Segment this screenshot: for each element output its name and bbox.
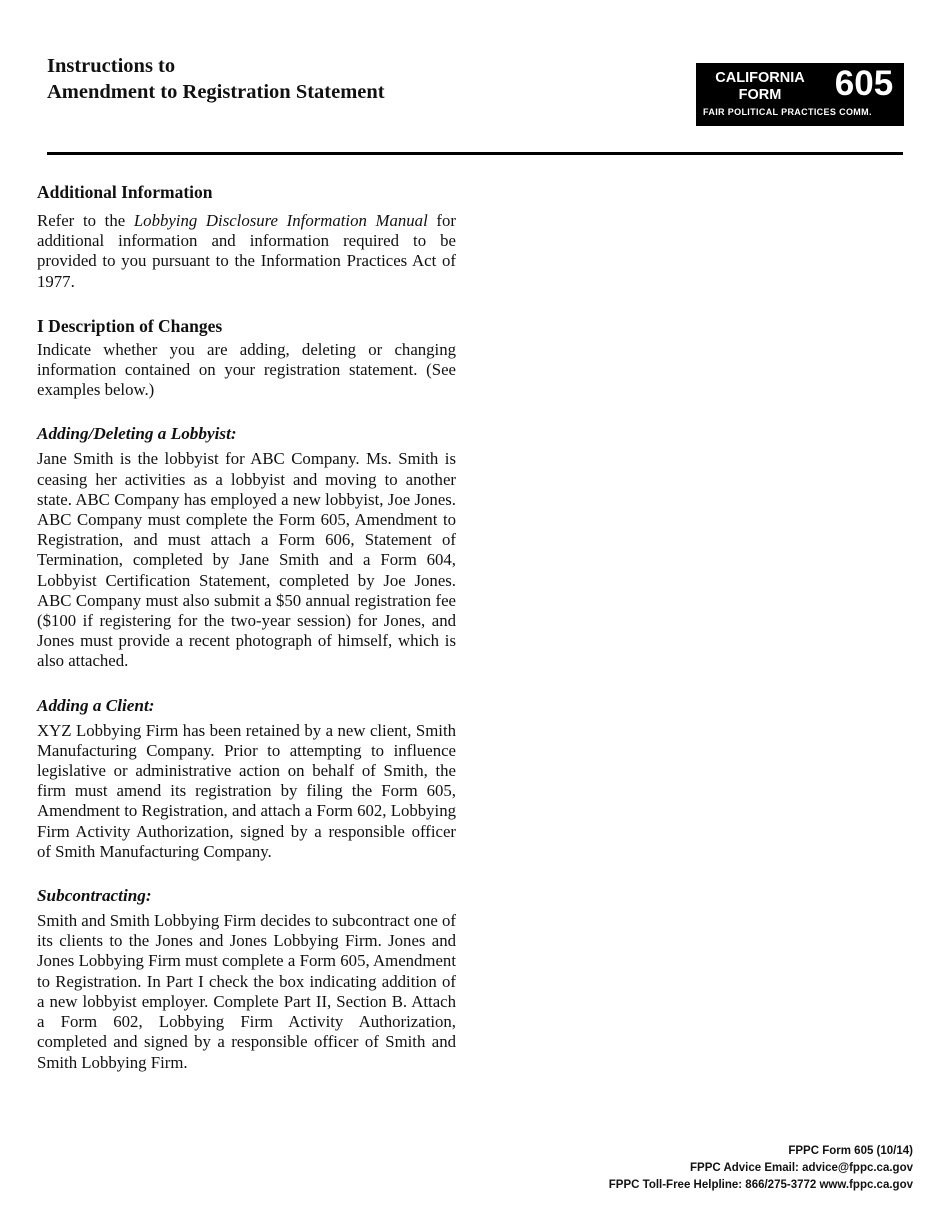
badge-state-label	[696, 70, 824, 104]
footer-form-id: FPPC Form 605 (10/14)	[788, 1145, 913, 1157]
instructions-column	[37, 181, 456, 1096]
document-title	[47, 53, 385, 105]
badge-state-line-2: FORM	[738, 87, 782, 103]
badge-state-line-1: CALIFORNIA	[715, 70, 805, 86]
example-heading: Adding/Deleting a Lobbyist:	[37, 424, 237, 444]
manual-title: Lobbying Disclosure Information Manual	[133, 211, 428, 230]
title-line-1: Instructions to	[47, 55, 176, 77]
section-adding-client	[37, 695, 456, 862]
section-description-of-changes	[37, 315, 456, 401]
section-heading: I Description of Changes	[37, 315, 223, 336]
form-number-badge	[696, 63, 904, 126]
footer-advice-email: FPPC Advice Email: advice@fppc.ca.gov	[690, 1162, 913, 1174]
footer-helpline: FPPC Toll-Free Helpline: 866/275-3772 www.fppc.ca.gov	[608, 1179, 913, 1191]
section-additional-information	[37, 181, 456, 292]
body-text-tail: for additional information and information required to be provided to you pursuant to the Information Practices Act of 1977.	[37, 211, 456, 291]
body-text-lead: Refer to the	[37, 211, 134, 230]
section-body: Indicate whether you are adding, deleting or changing information contained on your registration statement. (See examples below.)	[37, 339, 456, 400]
badge-form-number: 605	[834, 64, 894, 103]
badge-agency-name: FAIR POLITICAL PRACTICES COMM.	[703, 107, 872, 117]
example-body: Smith and Smith Lobbying Firm decides to subcontract one of its clients to the Jones and Jones Lobbying Firm. Jones and Jones Lobbying Firm must complete a Form 605, Amendment to Registration. In Part I check the box indicating addition of a new lobbyist employer. Complete Part II, Section B. Attach a Form 602, Lobbying Firm Activity Authorization, completed and signed by a responsible officer of Smith and Smith Lobbying Firm.	[37, 911, 457, 1072]
section-adding-deleting-lobbyist	[37, 423, 456, 671]
section-heading: Additional Information	[37, 182, 213, 202]
title-line-2: Amendment to Registration Statement	[47, 81, 385, 103]
example-body: Jane Smith is the lobbyist for ABC Company. Ms. Smith is ceasing her activities as a lobbyist and moving to another state. ABC Company has employed a new lobbyist, Joe Jones. ABC Company must complete the Form 605, Amendment to Registration, and must attach a Form 606, Statement of Termination, completed by Jane Smith and a Form 604, Lobbyist Certification Statement, completed by Joe Jones. ABC Company must also submit a $50 annual registration fee ($100 if registering for the two-year session) for Jones, and Jones must provide a recent photograph of himself, which is also attached.	[37, 449, 456, 671]
page-footer	[609, 1143, 913, 1194]
section-subcontracting	[37, 885, 456, 1073]
header-divider	[47, 152, 903, 155]
example-heading: Subcontracting:	[37, 886, 152, 906]
example-body: XYZ Lobbying Firm has been retained by a new client, Smith Manufacturing Company. Prior to attempting to influence legislative or administrative action on behalf of Smith, the firm must amend its registration by filing the Form 605, Amendment to Registration, and attach a Form 602, Lobbying Firm Activity Authorization, signed by a responsible officer of Smith Manufacturing Company.	[37, 720, 456, 861]
example-heading: Adding a Client:	[37, 695, 155, 715]
section-body	[37, 211, 456, 292]
